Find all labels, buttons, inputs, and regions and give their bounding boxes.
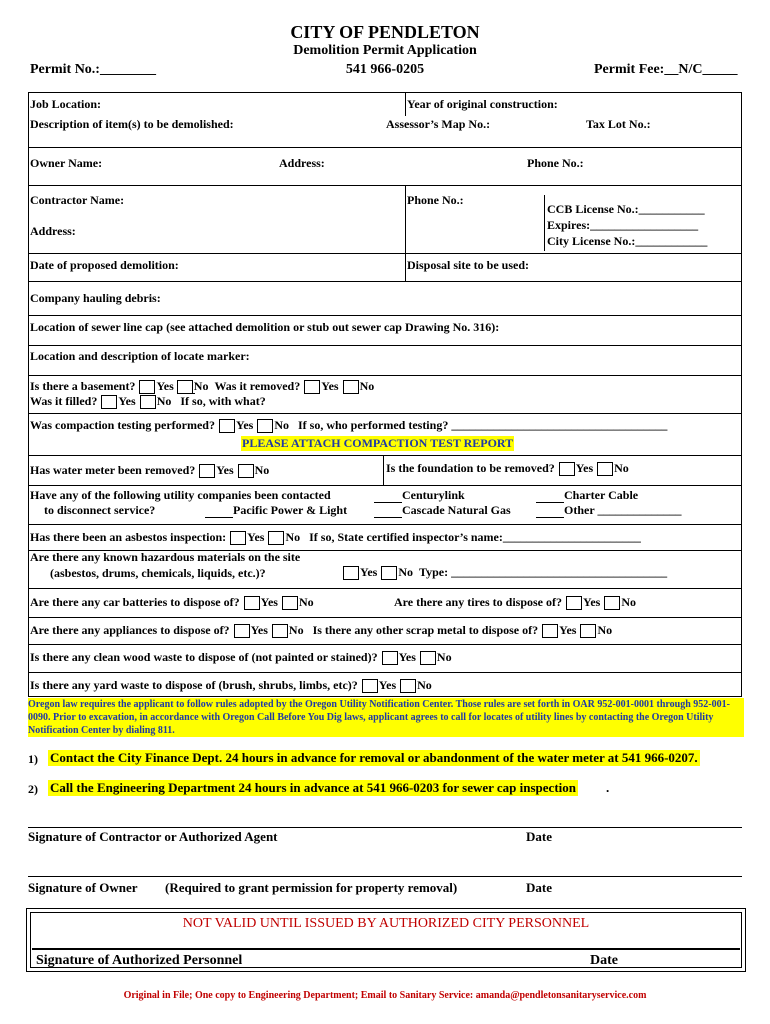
permit-fee: Permit Fee:__N/C_____ bbox=[594, 62, 738, 77]
cascade-blank[interactable] bbox=[374, 517, 402, 518]
no-label: No bbox=[156, 394, 172, 408]
scrap-question: Is there any other scrap metal to dispose of? bbox=[312, 623, 539, 637]
yes-label: Yes bbox=[156, 379, 174, 393]
owner-signature-label: Signature of Owner bbox=[28, 880, 138, 895]
basement-yes-checkbox[interactable] bbox=[139, 380, 155, 394]
batteries-question: Are there any car batteries to dispose of? bbox=[30, 595, 240, 609]
header-phone: 541 966-0205 bbox=[345, 62, 425, 77]
disposal-site-label: Disposal site to be used: bbox=[407, 258, 530, 272]
pacific-label: Pacific Power & Light bbox=[233, 503, 348, 517]
description-label: Description of item(s) to be demolished: bbox=[30, 117, 234, 131]
owner-phone-label: Phone No.: bbox=[527, 156, 584, 170]
foundation-question: Is the foundation to be removed? bbox=[386, 461, 555, 475]
foundation-row bbox=[386, 461, 629, 476]
hazard-question-1: Are there any known hazardous materials on the site bbox=[30, 550, 301, 564]
yard-no-checkbox[interactable] bbox=[400, 679, 416, 693]
contractor-address-label: Address: bbox=[30, 224, 76, 238]
compaction-yes-checkbox[interactable] bbox=[219, 419, 235, 433]
wood-question: Is there any clean wood waste to dispose of (not painted or stained)? bbox=[30, 650, 378, 664]
no-label: No bbox=[298, 595, 314, 609]
job-location-label: Job Location: bbox=[30, 97, 102, 111]
compaction-report-notice: PLEASE ATTACH COMPACTION TEST REPORT bbox=[242, 436, 514, 450]
no-label: No bbox=[597, 623, 613, 637]
hazard-type-label: Type: ____________________________________ bbox=[419, 565, 668, 579]
filled-yes-checkbox[interactable] bbox=[101, 395, 117, 409]
yes-label: Yes bbox=[118, 394, 136, 408]
batteries-row bbox=[30, 595, 314, 610]
ccb-license-label: CCB License No.:___________ bbox=[547, 202, 705, 216]
foundation-yes-checkbox[interactable] bbox=[559, 462, 575, 476]
permit-no: Permit No.:________ bbox=[30, 62, 156, 77]
basement-no-checkbox[interactable] bbox=[177, 380, 193, 394]
compaction-question: Was compaction testing performed? bbox=[30, 418, 215, 432]
no-label: No bbox=[359, 379, 375, 393]
yes-label: Yes bbox=[398, 650, 416, 664]
other-row bbox=[536, 503, 681, 518]
tires-no-checkbox[interactable] bbox=[604, 596, 620, 610]
yes-label: Yes bbox=[321, 379, 339, 393]
water-meter-question: Has water meter been removed? bbox=[30, 463, 196, 477]
appliances-no-checkbox[interactable] bbox=[272, 624, 288, 638]
asbestos-no-checkbox[interactable] bbox=[268, 531, 284, 545]
cascade-label: Cascade Natural Gas bbox=[402, 503, 511, 517]
yes-label: Yes bbox=[260, 595, 278, 609]
batteries-yes-checkbox[interactable] bbox=[244, 596, 260, 610]
no-label: No bbox=[436, 650, 452, 664]
filled-question: Was it filled? bbox=[30, 394, 98, 408]
no-label: No bbox=[417, 678, 432, 692]
asbestos-row bbox=[30, 530, 641, 545]
yes-label: Yes bbox=[559, 623, 577, 637]
utility-question-2: to disconnect service? bbox=[44, 503, 156, 517]
basement-row bbox=[30, 379, 374, 394]
basement-question: Is there a basement? bbox=[30, 379, 136, 393]
hazard-yes-checkbox[interactable] bbox=[343, 566, 359, 580]
contractor-signature-label: Signature of Contractor or Authorized Agent bbox=[28, 829, 278, 844]
hazard-answer-row bbox=[342, 565, 667, 580]
tires-yes-checkbox[interactable] bbox=[566, 596, 582, 610]
asbestos-question: Has there been an asbestos inspection: bbox=[30, 530, 227, 544]
hazard-no-checkbox[interactable] bbox=[381, 566, 397, 580]
wood-row bbox=[30, 650, 452, 665]
demolition-date-label: Date of proposed demolition: bbox=[30, 258, 179, 272]
yes-label: Yes bbox=[582, 595, 601, 609]
locate-marker-label: Location and description of locate marker: bbox=[30, 349, 250, 363]
oregon-law-notice: Oregon law requires the applicant to follow rules adopted by the Oregon Utility Notification Center. Those rules are set forth in OAR 952-001-0001 through 952-001-0090. Prior to excavation, in accordance with Oregon Call Before You Dig laws, applicant agrees to call for locates of utility lines by contacting the Oregon Utility Notification Center by dialing 811. bbox=[28, 698, 744, 737]
no-label: No bbox=[193, 379, 209, 393]
removed-question: Was it removed? bbox=[214, 379, 301, 393]
appliances-question: Are there any appliances to dispose of? bbox=[30, 623, 230, 637]
with-what-question: If so, with what? bbox=[180, 394, 266, 408]
removed-yes-checkbox[interactable] bbox=[304, 380, 320, 394]
removed-no-checkbox[interactable] bbox=[343, 380, 359, 394]
item2-number: 2) bbox=[28, 782, 38, 796]
no-label: No bbox=[621, 595, 636, 609]
scrap-yes-checkbox[interactable] bbox=[542, 624, 558, 638]
tax-lot-label: Tax Lot No.: bbox=[586, 117, 651, 131]
centurylink-label: Centurylink bbox=[402, 488, 465, 502]
contractor-phone-label: Phone No.: bbox=[407, 193, 464, 207]
year-built-label: Year of original construction: bbox=[407, 97, 558, 111]
no-label: No bbox=[614, 461, 629, 475]
expires-label: Expires:__________________ bbox=[547, 218, 699, 232]
batteries-no-checkbox[interactable] bbox=[282, 596, 298, 610]
item2-period: . bbox=[606, 780, 610, 795]
item1-number: 1) bbox=[28, 752, 38, 766]
appliances-yes-checkbox[interactable] bbox=[234, 624, 250, 638]
yes-label: Yes bbox=[378, 678, 397, 692]
contractor-name-label: Contractor Name: bbox=[30, 193, 125, 207]
form-title: Demolition Permit Application bbox=[293, 43, 477, 58]
authorized-signature-label: Signature of Authorized Personnel bbox=[36, 953, 243, 968]
hazard-question-2: (asbestos, drums, chemicals, liquids, etc.)? bbox=[50, 566, 266, 580]
water-meter-yes-checkbox[interactable] bbox=[199, 464, 215, 478]
yard-row bbox=[30, 678, 432, 693]
pacific-row bbox=[205, 503, 347, 518]
asbestos-yes-checkbox[interactable] bbox=[230, 531, 246, 545]
not-valid-notice: NOT VALID UNTIL ISSUED BY AUTHORIZED CITY PERSONNEL bbox=[182, 916, 590, 931]
other-label: Other ______________ bbox=[564, 503, 682, 517]
owner-address-label: Address: bbox=[279, 156, 325, 170]
yes-label: Yes bbox=[216, 463, 234, 477]
centurylink-row bbox=[374, 488, 465, 503]
water-meter-no-checkbox[interactable] bbox=[238, 464, 254, 478]
yes-label: Yes bbox=[235, 418, 254, 432]
yard-question: Is there any yard waste to dispose of (brush, shrubs, limbs, etc)? bbox=[30, 678, 358, 692]
appliances-row bbox=[30, 623, 612, 638]
foundation-no-checkbox[interactable] bbox=[597, 462, 613, 476]
sewer-cap-label: Location of sewer line cap (see attached demolition or stub out sewer cap Drawing No. 316): bbox=[30, 320, 500, 334]
item1-text: Contact the City Finance Dept. 24 hours in advance for removal or abandonment of the water meter at 541 966-0207. bbox=[50, 750, 698, 765]
charter-row bbox=[536, 488, 638, 503]
asbestos-inspector-question: If so, State certified inspector’s name:_______________________ bbox=[309, 530, 641, 544]
other-blank[interactable] bbox=[536, 517, 564, 518]
map-no-label: Assessor’s Map No.: bbox=[386, 117, 491, 131]
filled-no-checkbox[interactable] bbox=[140, 395, 156, 409]
scrap-no-checkbox[interactable] bbox=[580, 624, 596, 638]
yes-label: Yes bbox=[360, 565, 378, 579]
owner-note: (Required to grant permission for property removal) bbox=[165, 880, 458, 895]
no-label: No bbox=[285, 530, 301, 544]
authorized-date-label: Date bbox=[590, 953, 618, 968]
owner-date-label: Date bbox=[526, 880, 552, 895]
no-label: No bbox=[398, 565, 414, 579]
pacific-blank[interactable] bbox=[205, 517, 233, 518]
yes-label: Yes bbox=[247, 530, 265, 544]
who-tested-question: If so, who performed testing? ____________________________________ bbox=[298, 418, 668, 432]
compaction-row bbox=[30, 418, 667, 433]
filled-row bbox=[30, 394, 266, 409]
wood-no-checkbox[interactable] bbox=[420, 651, 436, 665]
water-meter-row bbox=[30, 463, 269, 478]
charter-label: Charter Cable bbox=[564, 488, 639, 502]
owner-name-label: Owner Name: bbox=[30, 156, 103, 170]
city-title: CITY OF PENDLETON bbox=[290, 22, 480, 42]
wood-yes-checkbox[interactable] bbox=[382, 651, 398, 665]
utility-question-1: Have any of the following utility companies been contacted bbox=[30, 488, 331, 502]
tires-question: Are there any tires to dispose of? bbox=[394, 595, 562, 609]
hauling-label: Company hauling debris: bbox=[30, 291, 161, 305]
compaction-no-checkbox[interactable] bbox=[257, 419, 273, 433]
contractor-date-label: Date bbox=[526, 829, 552, 844]
yes-label: Yes bbox=[250, 623, 268, 637]
no-label: No bbox=[288, 623, 304, 637]
city-license-label: City License No.:____________ bbox=[547, 234, 708, 248]
yard-yes-checkbox[interactable] bbox=[362, 679, 378, 693]
footer-distribution: Original in File; One copy to Engineering Department; Email to Sanitary Service: amanda@pendletonsanitaryservice.com bbox=[123, 990, 647, 1001]
yes-label: Yes bbox=[575, 461, 594, 475]
no-label: No bbox=[254, 463, 270, 477]
tires-row bbox=[394, 595, 636, 610]
no-label: No bbox=[274, 418, 289, 432]
item2-text: Call the Engineering Department 24 hours in advance at 541 966-0203 for sewer cap inspection bbox=[50, 780, 576, 795]
cascade-row bbox=[374, 503, 511, 518]
